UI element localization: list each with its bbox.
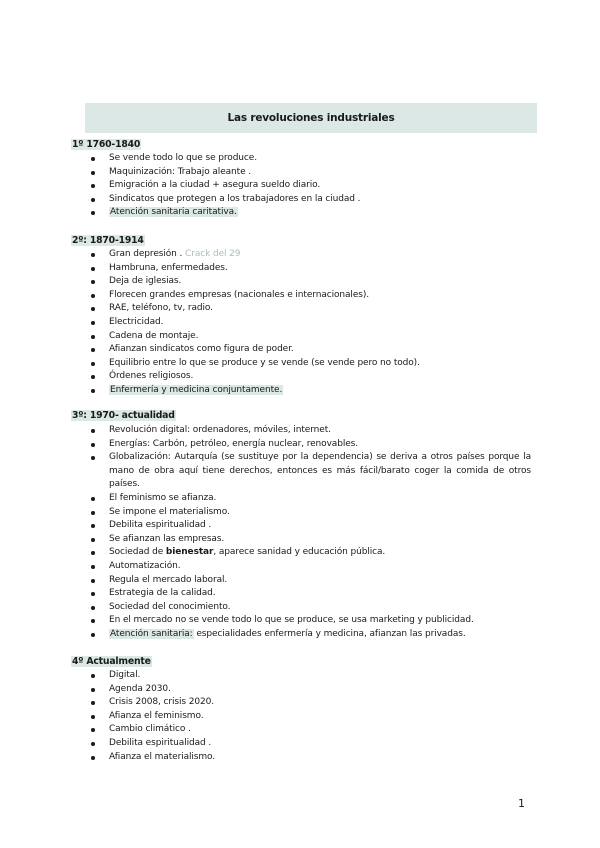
section-heading-3 [71, 409, 176, 423]
bullet-icon [91, 538, 95, 542]
bullet-icon [91, 756, 95, 760]
list-item-text: Electricidad. [109, 316, 164, 327]
section-heading-4 [71, 655, 152, 669]
list-item-text: Afianzan sindicatos como figura de poder. [109, 344, 294, 355]
list-item-text: Atención sanitaria caritativa. [110, 207, 237, 218]
bullet-icon [91, 211, 95, 215]
list-item-text: Afianza el feminismo. [109, 710, 204, 721]
list-item-text-cont: , aparece sanidad y educación pública. [213, 547, 386, 558]
list-item [91, 560, 531, 574]
bullet-icon [91, 688, 95, 692]
bullet-icon [91, 280, 95, 284]
bullet-icon [91, 253, 95, 257]
bullet-icon [91, 184, 95, 188]
list-item [91, 302, 531, 316]
bullet-icon [91, 728, 95, 732]
list-item [91, 628, 531, 642]
list-item [91, 533, 531, 547]
list-item-text: Hambruna, enfermedades. [109, 262, 228, 273]
bullet-icon [91, 267, 95, 271]
section-heading-3-text: 3º: 1970- actualidad [72, 410, 175, 421]
section-heading-2-text: 2º: 1870-1914 [72, 235, 144, 246]
bullet-icon [91, 551, 95, 555]
bullet-icon [91, 674, 95, 678]
list-item [91, 696, 531, 710]
bullet-icon [91, 524, 95, 528]
list-item [91, 546, 531, 560]
list-item [91, 614, 531, 628]
list-item-text: Debilita espiritualidad . [109, 520, 212, 531]
list-item-text: Afianza el materialismo. [109, 751, 216, 762]
list-item [91, 451, 531, 492]
list-item-text: Órdenes religiosos. [109, 371, 194, 382]
list-item [91, 574, 531, 588]
list-item [91, 166, 531, 180]
bullet-icon [91, 362, 95, 366]
list-item-text: Maquinización: Trabajo aleante . [109, 166, 252, 177]
list-item [91, 275, 531, 289]
list-item [91, 330, 531, 344]
list-item-text: Regula el mercado laboral. [109, 574, 228, 585]
list-item-text: Gran depresión . [109, 249, 186, 259]
list-item-text: Cadena de montaje. [109, 330, 199, 341]
list-item-text: RAE, teléfono, tv, radio. [109, 303, 213, 314]
list-item [91, 506, 531, 520]
list-item-text: Digital. [109, 670, 141, 680]
list-item [91, 438, 531, 452]
section-heading-2 [71, 234, 145, 248]
list-item [91, 248, 531, 262]
list-item [91, 587, 531, 601]
list-item-text: Globalización: Autarquía (se sustituye por la dependencia) se deriva a otros países porque la mano de obra aquí tiene derechos, entonces es más fácil/barato coger la comida de otros países. [109, 452, 531, 490]
list-item-text: Energías: Carbón, petróleo, energía nuclear, renovables. [109, 438, 359, 449]
list-item [91, 262, 531, 276]
list-item-text: Crisis 2008, crisis 2020. [109, 697, 215, 708]
bullet-icon [91, 701, 95, 705]
bullet-icon [91, 633, 95, 637]
bullet-icon [91, 348, 95, 352]
section-3-list [91, 424, 531, 642]
bullet-icon [91, 742, 95, 746]
list-item-text: Automatización. [109, 560, 181, 571]
section-2-list [91, 248, 531, 398]
bullet-icon [91, 497, 95, 501]
list-item-text: Sociedad de [109, 547, 166, 558]
bullet-icon [91, 443, 95, 447]
list-item [91, 206, 531, 220]
document-title: Las revoluciones industriales [85, 103, 537, 133]
section-heading-4-text: 4º Actualmente [72, 656, 151, 667]
bullet-icon [91, 335, 95, 339]
bullet-icon [91, 321, 95, 325]
bullet-icon [91, 715, 95, 719]
bullet-icon [91, 375, 95, 379]
list-item [91, 289, 531, 303]
list-item [91, 751, 531, 765]
bullet-icon [91, 171, 95, 175]
bullet-icon [91, 579, 95, 583]
list-item [91, 723, 531, 737]
list-item-text: Deja de iglesias. [109, 276, 182, 287]
list-item-text: Cambio climático . [109, 724, 191, 735]
list-item-text: Emigración a la ciudad + asegura sueldo diario. [109, 180, 321, 191]
bullet-icon [91, 606, 95, 610]
list-item-text: Se vende todo lo que se produce. [109, 153, 257, 163]
list-item-text: En el mercado no se vende todo lo que se produce, se usa marketing y publicidad. [109, 615, 474, 626]
section-1-list [91, 152, 531, 220]
list-item-text: El feminismo se afianza. [109, 492, 217, 503]
list-item [91, 343, 531, 357]
list-item [91, 519, 531, 533]
list-item [91, 737, 531, 751]
list-item [91, 601, 531, 615]
page-number: 1 [518, 797, 525, 810]
list-item-text: Estrategia de la calidad. [109, 588, 216, 599]
section-heading-1-text: 1º 1760-1840 [72, 139, 141, 150]
list-item-text: Enfermería y medicina conjuntamente. [110, 384, 283, 395]
list-item [91, 193, 531, 207]
bullet-icon [91, 198, 95, 202]
list-item [91, 424, 531, 438]
section-heading-1 [71, 138, 141, 152]
bullet-icon [91, 157, 95, 161]
list-item-text: Sindicatos que protegen a los trabajadores en la ciudad . [109, 193, 361, 204]
bullet-icon [91, 565, 95, 569]
list-item [91, 316, 531, 330]
list-item-highlight: Atención sanitaria: [110, 628, 193, 639]
list-item-emphasis: bienestar [165, 547, 214, 558]
list-item-text: especialidades enfermería y medicina, afianzan las privadas. [193, 628, 466, 639]
list-item [91, 683, 531, 697]
list-item-text: Se impone el materialismo. [109, 506, 230, 517]
bullet-icon [91, 592, 95, 596]
list-item-text: Sociedad del conocimiento. [109, 601, 231, 612]
list-item-text: Agenda 2030. [109, 683, 171, 694]
list-item [91, 179, 531, 193]
list-item-note: Crack del 29 [185, 249, 241, 259]
bullet-icon [91, 294, 95, 298]
list-item [91, 669, 531, 683]
section-4-list [91, 669, 531, 764]
list-item [91, 710, 531, 724]
list-item-text: Debilita espiritualidad . [109, 737, 212, 748]
bullet-icon [91, 429, 95, 433]
list-item-text: Florecen grandes empresas (nacionales e internacionales). [109, 289, 370, 300]
bullet-icon [91, 389, 95, 393]
list-item [91, 492, 531, 506]
bullet-icon [91, 307, 95, 311]
list-item [91, 357, 531, 371]
bullet-icon [91, 511, 95, 515]
list-item-text: Se afianzan las empresas. [109, 533, 225, 544]
list-item [91, 384, 531, 398]
list-item-text: Equilibrio entre lo que se produce y se vende (se vende pero no todo). [109, 357, 420, 368]
list-item-text: Revolución digital: ordenadores, móviles, internet. [109, 425, 331, 435]
list-item [91, 152, 531, 166]
bullet-icon [91, 619, 95, 623]
bullet-icon [91, 456, 95, 460]
list-item [91, 370, 531, 384]
